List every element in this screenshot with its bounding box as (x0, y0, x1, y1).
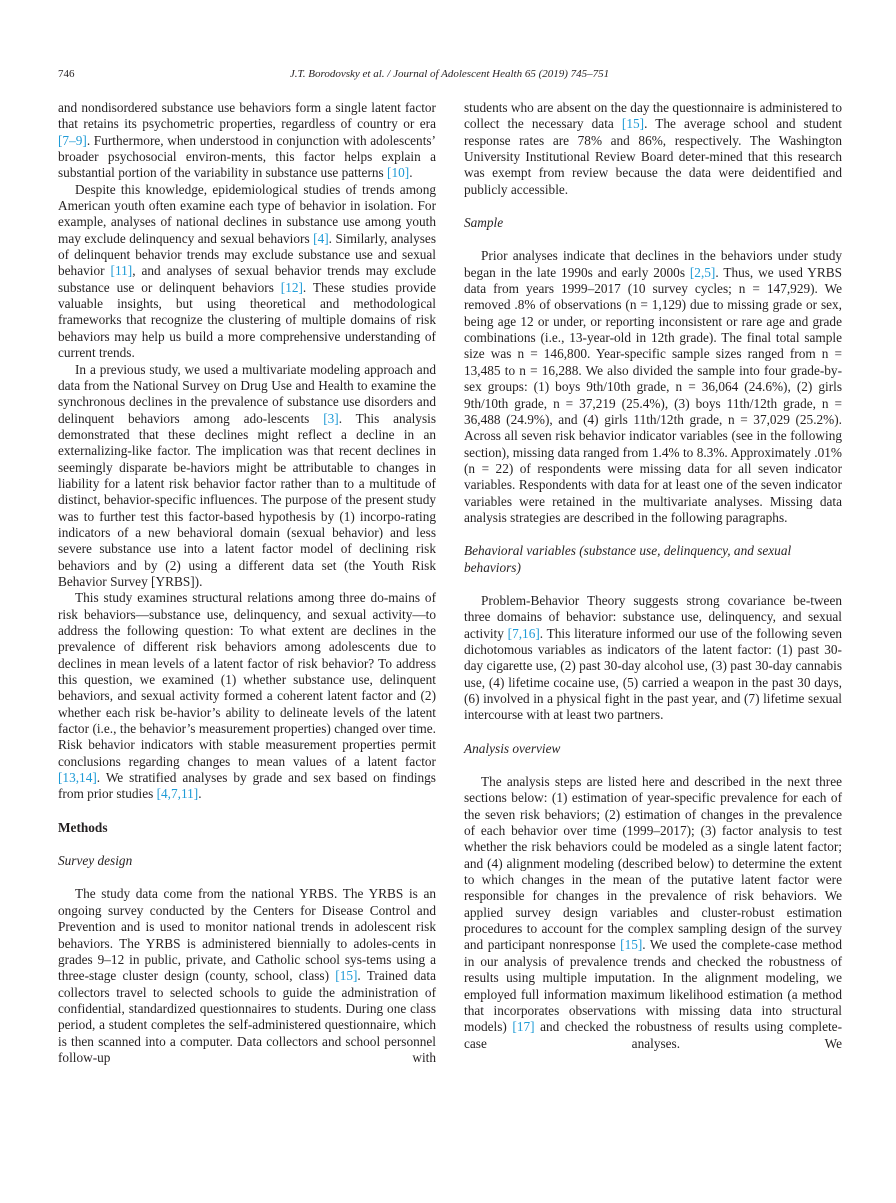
paragraph-text: . These studies provide valuable insights, but using theoretical and methodological frameworks that recognize the clustering of multiple domains of risk behaviors may help us build a more comprehensive understanding of current trends. (58, 279, 436, 361)
paragraph-text: , and analyses of sexual behavior trends may exclude substance use or delinquent behaviors (58, 263, 436, 295)
page-header (58, 68, 841, 84)
citation-link[interactable]: [7,16] (507, 625, 540, 641)
paragraph (58, 362, 436, 591)
paragraph-text: Prior analyses indicate that declines in the behaviors under study began in the late 1990s and early 2000s (464, 248, 842, 280)
paragraph (464, 248, 842, 526)
citation-link[interactable]: [4,7,11] (156, 786, 199, 802)
paragraph (58, 182, 436, 362)
paragraph-text: . We stratified analyses by grade and sex based on findings from prior studies (58, 770, 436, 802)
paragraph-text: . This literature informed our use of the following seven dichotomous variables as indicators of the latent factor: (1) past 30-day cigarette use, (2) past 30-day alcohol use, (3) past 30-day cannabis use, (4) lifetime cocaine use, (5) carried a weapon in the past 30 days, (6) involved in a physical fight in the past year, and (7) lifetime sexual intercourse with at least two partners. (464, 625, 842, 723)
citation-link[interactable]: [2,5] (689, 264, 716, 280)
right-column (464, 100, 842, 1052)
citation-link[interactable]: [12] (280, 279, 303, 295)
running-title: J.T. Borodovsky et al. / Journal of Adolescent Health 65 (2019) 745–751 (289, 68, 610, 80)
paragraph-text: and checked the robustness of results using complete-case analyses. We (464, 1019, 842, 1051)
subsection-heading: Survey design (58, 853, 133, 869)
paragraph-text: . (409, 165, 413, 181)
paragraph (58, 100, 436, 182)
paragraph (464, 593, 842, 724)
paragraph-text: and nondisordered substance use behaviors form a single latent factor that retains its psychometric properties, regardless of country or era (58, 100, 436, 132)
paragraph-text: . Furthermore, when understood in conjunction with adolescents’ broader psychosocial environ-ments, this factor helps explain a substantial portion of the variability in substance use patterns (58, 132, 436, 181)
page-number: 746 (58, 68, 75, 80)
paragraph-text: Problem-Behavior Theory suggests strong covariance be-tween three domains of behavior: substance use, delinquency, and sexual activity (464, 592, 842, 641)
paragraph-text: students who are absent on the day the questionnaire is administered to collect the necessary data (464, 100, 842, 132)
citation-link[interactable]: [4] (313, 230, 329, 246)
paragraph-text: . (198, 786, 202, 802)
subsection-heading: Sample (464, 215, 504, 231)
paragraph (58, 590, 436, 802)
paragraph-text: . Thus, we used YRBS data from years 1999–2017 (10 survey cycles; n = 147,929). We removed .8% of observations (n = 1,129) due to missing grade or sex, being age 12 or under, or reporting inconsistent or rare age and grade combinations (i.e., 13-year-old in 12th grade). The final total sample size was n = 146,800. Year-specific sample sizes ranged from n = 13,485 to n = 16,288. We also divided the sample into four grade-by-sex groups: (1) boys 9th/10th grade, n = 36,064 (24.6%), (2) girls 9th/10th grade, n = 37,219 (25.4%), (3) boys 11th/12th grade, n = 36,488 (24.9%), and (4) girls 11th/12th grade, n = 37,029 (25.2%). Across all seven risk behavior indicator variables (see in the following section), missing data ranged from 1.4% to 8.3%. Approximately .01% (n = 22) of respondents were missing data for all seven indicator variables. Respondents with data for at least one of the seven indicator variables were retained in the multivariate analyses. Missing data analysis strategies are described in the following paragraphs. (464, 264, 842, 525)
paragraph (464, 774, 842, 1052)
subsection-heading: Behavioral variables (substance use, delinquency, and sexual behaviors) (464, 543, 792, 575)
citation-link[interactable]: [13,14] (58, 770, 97, 786)
paragraph-text: . Similarly, analyses of delinquent behavior trends may exclude substance use and sexual behavior (58, 230, 436, 279)
paragraph-text: . This analysis demonstrated that these declines might reflect a decline in an externalizing-like factor. The implication was that recent declines in seemingly disparate be-haviors might be attributable to changes in liability for a latent risk behavior factor rather than to a multitude of distinct, behavior-specific influences. The purpose of the present study was to further test this factor-based hypothesis by (1) incorpo-rating indicators of a new behavioral domain (sexual behavior) and less severe substance use into a latent factor model of declining risk behaviors and by (2) using a different data set (the Youth Risk Behavior Survey [YRBS]). (58, 410, 436, 589)
citation-link[interactable]: [3] (323, 410, 339, 426)
paragraph-text: In a previous study, we used a multivariate modeling approach and data from the National Survey on Drug Use and Health to examine the synchronous declines in the prevalence of substance use disorders and delinquent behaviors among ado-lescents (58, 361, 436, 426)
paragraph (464, 100, 842, 198)
subsection-heading: Analysis overview (464, 740, 561, 756)
paragraph-text: . Trained data collectors travel to selected schools to guide the administration of confidential, standardized questionnaires to students. During one class period, a student completes the self-administered questionnaire, which is then scanned into a computer. Data collectors and school personnel follow-up with (58, 968, 436, 1065)
citation-link[interactable]: [11] (110, 263, 133, 279)
left-column (58, 100, 436, 1066)
section-heading: Methods (58, 819, 108, 835)
citation-link[interactable]: [17] (512, 1019, 535, 1035)
citation-link[interactable]: [7–9] (58, 132, 87, 148)
paragraph-text: This study examines structural relations among three do-mains of risk behaviors—substance use, delinquency, and sexual activity—to address the following question: To what extent are declines in the prevalence of different risk behaviors among adolescents due to declines in mean levels of a latent factor of risk behavior? To address this question, we examined (1) whether substance use, delinquent behaviors, and sexual activity formed a coherent latent factor and (2) whether each risk be-havior’s ability to delineate levels of the latent factor (i.e., the behavior’s measurement properties) changed over time. Risk behavior indicators with stable measurement properties permit conclusions regarding changes to mean values of a latent factor (58, 590, 436, 769)
paragraph-text: The study data come from the national YRBS. The YRBS is an ongoing survey conducted by the Centers for Disease Control and Prevention and is used to monitor national trends in adolescent risk behaviors. The YRBS is administered biennially to adoles-cents in grades 9–12 in public, private, and Catholic school sys-tems using a three-stage cluster design (county, school, class) (58, 886, 436, 984)
citation-link[interactable]: [10] (387, 165, 410, 181)
paragraph-text: . We used the complete-case method in our analysis of prevalence trends and checked the robustness of results using multiple imputation. In the alignment modeling, we employed full information maximum likelihood estimation (a method that incorporates observations with missing data into structural models) (464, 937, 842, 1035)
citation-link[interactable]: [15] (335, 968, 358, 984)
paragraph-text: . The average school and student response rates are 78% and 86%, respectively. The Washington University Institutional Review Board deter-mined that this research was exempt from review because the data were deidentified and publicly accessible. (464, 116, 842, 197)
paragraph (58, 886, 436, 1066)
citation-link[interactable]: [15] (620, 937, 643, 953)
paragraph-text: Despite this knowledge, epidemiological studies of trends among American youth often examine each type of behavior in isolation. For example, analyses of national declines in substance use among youth may exclude delinquency and sexual behaviors (58, 181, 436, 246)
paragraph-text: The analysis steps are listed here and described in the next three sections below: (1) estimation of year-specific prevalence for each of the seven risk behaviors; (2) estimation of changes in the prevalence of each behavior over time (1999–2017); (3) factor analysis to test whether the risk behaviors could be modeled as a single latent factor; and (4) alignment modeling (described below) to determine the extent to which changes in the mean of the putative latent factor were responsible for changes in the prevalence of risk behaviors. We applied survey design variables and cluster-robust estimation procedures to account for the complex sampling design of the survey and participant nonresponse (464, 774, 842, 953)
citation-link[interactable]: [15] (621, 116, 645, 132)
